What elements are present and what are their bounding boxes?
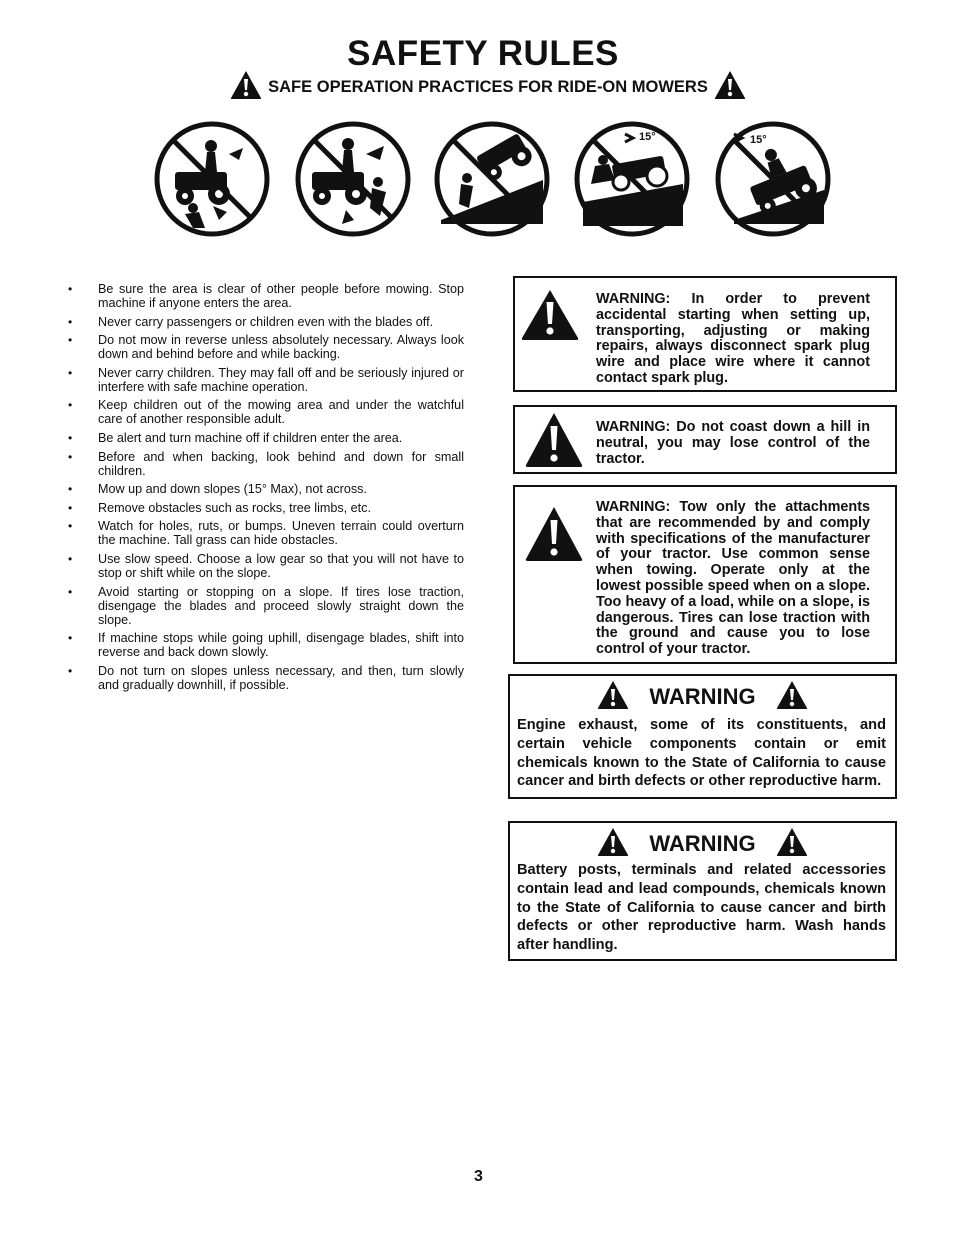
prop65-heading: WARNING bbox=[649, 684, 756, 709]
prop65-heading-row bbox=[510, 829, 895, 859]
pictogram-angle-label: 15° bbox=[639, 131, 656, 143]
warning-triangle-icon bbox=[714, 70, 746, 105]
prop65-text: Engine exhaust, some of its constituents, and certain vehicle components contain or emit chemicals known to the State of California to cause cancer and birth defects or other reproductive harm. bbox=[517, 717, 886, 790]
prop65-heading-row bbox=[510, 682, 895, 712]
warning-triangle-icon bbox=[776, 680, 808, 715]
list-item: • Do not turn on slopes unless necessary, and then, turn slowly and gradually downhill, if possible. bbox=[68, 663, 464, 692]
prop65-warning-battery bbox=[508, 821, 897, 961]
warning-triangle-icon bbox=[230, 70, 262, 105]
warning-triangle-icon bbox=[597, 827, 629, 862]
prop65-heading: WARNING bbox=[649, 831, 756, 856]
warning-text: WARNING: Do not coast down a hill in neutral, you may lose control of the tractor. bbox=[596, 419, 870, 467]
warning-text: WARNING: In order to prevent accidental starting when setting up, transporting, adjusting or making repairs, always disconnect spark plug wire and place wire where it cannot contact spark plug. bbox=[596, 291, 870, 386]
list-item: • Before and when backing, look behind and down for small children. bbox=[68, 449, 464, 478]
no-steep-slope-icon bbox=[714, 120, 832, 238]
list-item: • Never carry passengers or children even with the blades off. bbox=[68, 314, 434, 329]
list-item: • Mow up and down slopes (15° Max), not across. bbox=[68, 482, 367, 497]
section-subtitle: SAFE OPERATION PRACTICES FOR RIDE-ON MOWERS bbox=[268, 77, 708, 96]
page-number: 3 bbox=[474, 1168, 483, 1185]
no-tipping-on-slope-icon bbox=[433, 120, 551, 238]
no-passengers-icon bbox=[294, 120, 412, 238]
warning-triangle-icon bbox=[524, 505, 584, 568]
warning-triangle-icon bbox=[776, 827, 808, 862]
warning-triangle-icon bbox=[597, 680, 629, 715]
pictogram-angle-label: 15° bbox=[750, 134, 767, 146]
list-item: • If machine stops while going uphill, disengage blades, shift into reverse and back down slowly. bbox=[68, 631, 464, 660]
no-mowing-across-slope-icon bbox=[573, 120, 691, 238]
no-children-near-mower-icon bbox=[153, 120, 271, 238]
page-title: SAFETY RULES bbox=[347, 34, 619, 73]
list-item: • Keep children out of the mowing area and under the watchful care of another responsible adult. bbox=[68, 398, 464, 427]
warning-box-spark-plug bbox=[513, 276, 897, 392]
subtitle-row bbox=[198, 70, 778, 104]
warning-triangle-icon bbox=[524, 411, 584, 474]
list-item: • Remove obstacles such as rocks, tree limbs, etc. bbox=[68, 500, 371, 515]
list-item: • Be sure the area is clear of other people before mowing. Stop machine if anyone enters the area. bbox=[68, 282, 464, 310]
warning-text: WARNING: Tow only the attachments that are recommended by and comply with specifications of the manufacturer of your tractor. Use common sense when towing. Operate only at the lowest possible speed when on a slope. Too heavy of a load, while on a slope, is dangerous. Tires can lose traction with the ground and cause you to lose control of your tractor. bbox=[596, 499, 870, 658]
list-item: • Never carry children. They may fall off and be seriously injured or interfere with safe machine operation. bbox=[68, 365, 464, 394]
warning-box-towing bbox=[513, 485, 897, 664]
list-item: • Do not mow in reverse unless absolutely necessary. Always look down and behind before and while backing. bbox=[68, 333, 464, 362]
list-item: • Use slow speed. Choose a low gear so that you will not have to stop or shift while on the slope. bbox=[68, 551, 464, 580]
warning-box-coast bbox=[513, 405, 897, 474]
prop65-warning-exhaust bbox=[508, 674, 897, 799]
list-item: • Be alert and turn machine off if children enter the area. bbox=[68, 430, 403, 445]
warning-triangle-icon bbox=[520, 288, 580, 347]
safety-rules-list bbox=[66, 282, 464, 696]
prop65-text: Battery posts, terminals and related accessories contain lead and lead compounds, chemicals known to the State of California to cause cancer and birth defects or other reproductive harm. Wash hands after handling. bbox=[517, 862, 886, 954]
list-item: • Avoid starting or stopping on a slope. If tires lose traction, disengage the blades and proceed slowly straight down the slope. bbox=[68, 584, 464, 627]
list-item: • Watch for holes, ruts, or bumps. Uneven terrain could overturn the machine. Tall grass can hide obstacles. bbox=[68, 519, 464, 548]
